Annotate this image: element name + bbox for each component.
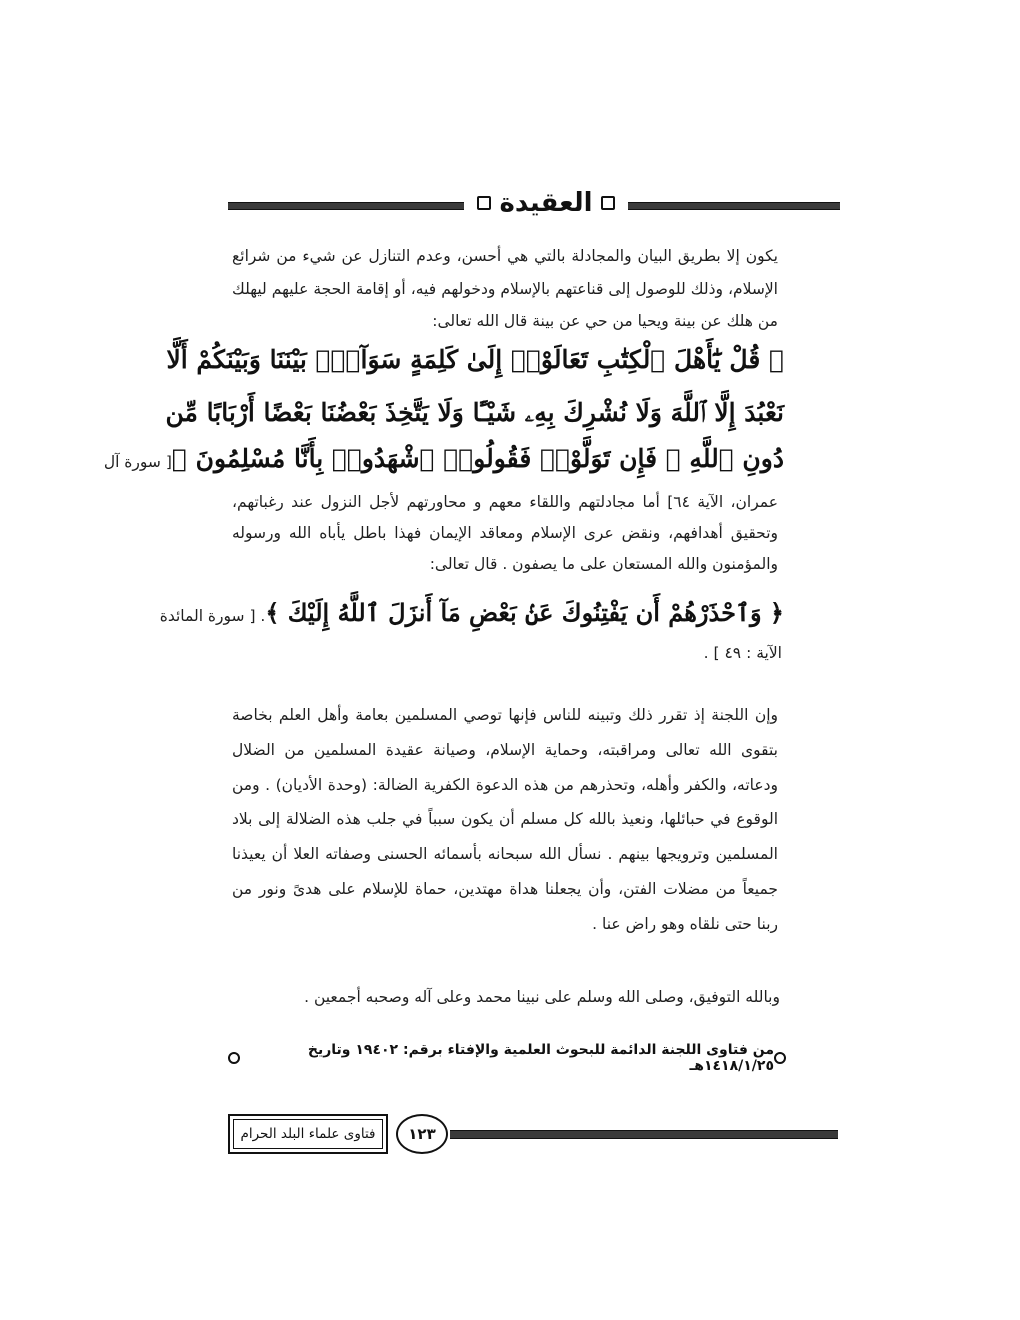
circle-icon (228, 1052, 240, 1064)
header-rule-right (628, 202, 840, 210)
page-header (228, 183, 840, 223)
quran-verse-line: دُونِ ٱللَّهِ ۚ فَإِن تَوَلَّوْا۟ فَقُولُوا۟ ٱشْهَدُوا۟ بِأَنَّا مُسْلِمُونَ ﴾ (171, 444, 784, 473)
book-title: فتاوى علماء البلد الحرام (233, 1119, 383, 1149)
quran-verse-line: ﴿ وَٱحْذَرْهُمْ أَن يَفْتِنُوكَ عَنۢ بَعْضِ مَآ أَنزَلَ ٱللَّهُ إِلَيْكَ ﴾ (265, 598, 784, 627)
square-icon (601, 196, 615, 210)
page-number: ١٢٣ (396, 1114, 448, 1154)
paragraph-intro: يكون إلا بطريق البيان والمجادلة بالتي هي أحسن، وعدم التنازل عن شيء من شرائع الإسلام، وذلك للوصول إلى قناعتهم بالإسلام ودخولهم فيه، أو إقامة الحجة عليهم ليهلك من هلك عن بينة ويحيا من حي عن بينة قال الله تعالى: (232, 247, 778, 330)
quran-verse-line: نَعْبُدَ إِلَّا ٱللَّهَ وَلَا نُشْرِكَ بِهِۦ شَيْـًٔا وَلَا يَتَّخِذَ بَعْضُنَا بَعْضًا أَرْبَابًا مِّن (165, 398, 784, 427)
header-title-group (464, 183, 628, 223)
verse-reference-end: الآية : ٤٩ ] . (703, 644, 782, 662)
book-title-box (228, 1114, 388, 1154)
header-rule-left (228, 202, 464, 210)
quran-verse-line: ﴿ قُلْ يَٰٓأَهْلَ ٱلْكِتَٰبِ تَعَالَوْا۟ إِلَىٰ كَلِمَةٍ سَوَآءٍۭ بَيْنَنَا وَبَيْنَكُمْ أَلَّا (166, 345, 784, 374)
closing-line: وبالله التوفيق، وصلى الله وسلم على نبينا محمد وعلى آله وصحبه أجمعين . (304, 988, 780, 1006)
verse-reference: [ سورة آل (103, 453, 172, 471)
verse-reference: . [ سورة المائدة (159, 607, 266, 625)
footer-rule (450, 1130, 838, 1139)
circle-icon (774, 1052, 786, 1064)
quran-verse-row (103, 444, 784, 473)
page-title: العقيدة (499, 188, 593, 218)
source-note (228, 1042, 786, 1074)
paragraph-dialogue: عمران، الآية ٦٤] أما مجادلتهم واللقاء معهم و محاورتهم لأجل النزول عند رغباتهم، وتحقيق أهدافهم، ونقض عرى الإسلام ومعاقد الإيمان فهذا باطل يأباه الله ورسوله والمؤمنون والله المستعان على ما يصفون . قال تعالى: (232, 493, 779, 573)
paragraph-recommendation: وإن اللجنة إذ تقرر ذلك وتبينه للناس فإنها توصي المسلمين بعامة وأهل العلم بخاصة بتقوى الله تعالى ومراقبته، وحماية الإسلام، وصيانة عقيدة المسلمين من الضلال ودعاته، والكفر وأهله، وتحذرهم من هذه الدعوة الكفرية الضالة: (وحدة الأديان) . ومن الوقوع في حبائلها، ونعيذ بالله كل مسلم أن يكون سبباً في جلب هذه الضلالة إلى بلاد المسلمين وترويجها بينهم . نسأل الله سبحانه بأسمائه الحسنى وصفاته العلا أن يعيذنا جميعاً من مضلات الفتن، وأن يجعلنا هداة مهتدين، حماة للإسلام على هدىً ونور من ربنا حتى نلقاه وهو راض عنا . (232, 706, 778, 933)
square-icon (477, 196, 491, 210)
quran-verse-row (159, 598, 784, 627)
source-note-text: من فتاوى اللجنة الدائمة للبحوث العلمية والإفتاء برقم: ١٩٤٠٢ وتاريخ ١٤١٨/١/٢٥هـ (307, 1042, 774, 1074)
